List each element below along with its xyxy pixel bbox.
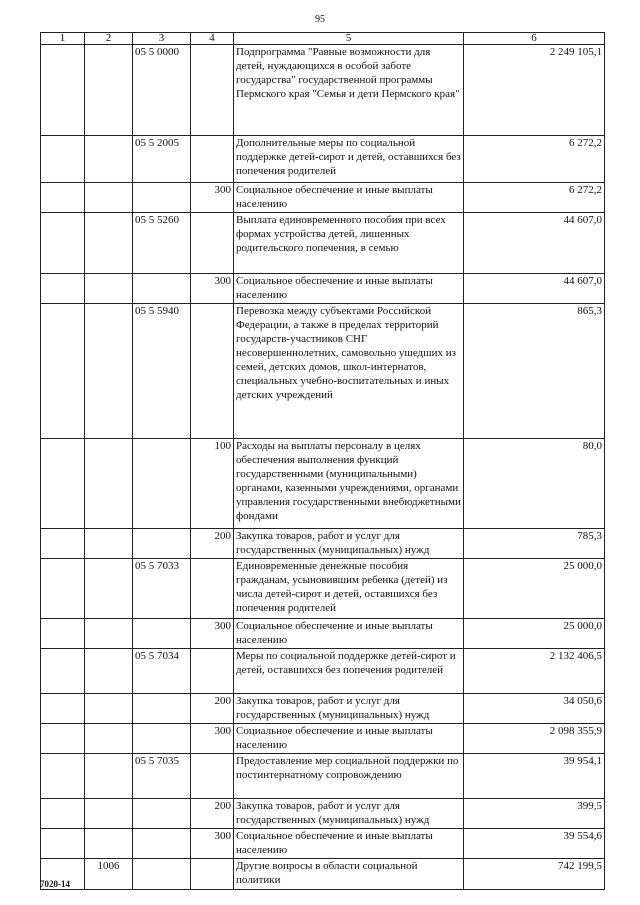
cell-expense-type bbox=[191, 213, 234, 274]
cell-expense-type bbox=[191, 649, 234, 694]
cell-description: Социальное обеспечение и иные выплаты населению bbox=[234, 183, 464, 213]
cell-description: Единовременные денежные пособия гражданам, усыновившим ребенка (детей) из числа детей-сирот и детей, оставшихся без попечения родителей bbox=[234, 559, 464, 619]
cell-amount: 865,3 bbox=[464, 304, 605, 439]
cell-section bbox=[41, 183, 85, 213]
cell-target-article: 05 5 5940 bbox=[133, 304, 191, 439]
cell-amount: 80,0 bbox=[464, 439, 605, 529]
cell-target-article bbox=[133, 829, 191, 859]
cell-description: Предоставление мер социальной поддержки по постинтернатному сопровождению bbox=[234, 754, 464, 799]
cell-description: Выплата единовременного пособия при всех формах устройства детей, лишенных родительского попечения, в семью bbox=[234, 213, 464, 274]
cell-expense-type: 300 bbox=[191, 183, 234, 213]
cell-target-article bbox=[133, 529, 191, 559]
cell-target-article: 05 5 0000 bbox=[133, 45, 191, 136]
table-row bbox=[41, 829, 605, 859]
cell-subsection bbox=[85, 559, 133, 619]
cell-amount: 25 000,0 bbox=[464, 619, 605, 649]
cell-amount: 44 607,0 bbox=[464, 213, 605, 274]
cell-section bbox=[41, 559, 85, 619]
cell-expense-type: 300 bbox=[191, 619, 234, 649]
cell-amount: 25 000,0 bbox=[464, 559, 605, 619]
cell-expense-type bbox=[191, 859, 234, 890]
cell-section bbox=[41, 529, 85, 559]
cell-target-article bbox=[133, 859, 191, 890]
cell-expense-type: 300 bbox=[191, 274, 234, 304]
cell-expense-type: 200 bbox=[191, 799, 234, 829]
table-row bbox=[41, 859, 605, 890]
table-row bbox=[41, 619, 605, 649]
table-row bbox=[41, 694, 605, 724]
cell-target-article: 05 5 7035 bbox=[133, 754, 191, 799]
footer-document-code: 7020-14 bbox=[40, 879, 70, 889]
cell-amount: 39 954,1 bbox=[464, 754, 605, 799]
cell-description: Закупка товаров, работ и услуг для государственных (муниципальных) нужд bbox=[234, 799, 464, 829]
header-col-2: 2 bbox=[85, 33, 133, 45]
cell-expense-type: 100 bbox=[191, 439, 234, 529]
cell-subsection bbox=[85, 136, 133, 183]
cell-amount: 399,5 bbox=[464, 799, 605, 829]
table-row bbox=[41, 304, 605, 439]
cell-expense-type bbox=[191, 304, 234, 439]
table-row bbox=[41, 213, 605, 274]
cell-subsection bbox=[85, 799, 133, 829]
cell-target-article: 05 5 2005 bbox=[133, 136, 191, 183]
table-row bbox=[41, 559, 605, 619]
cell-target-article bbox=[133, 439, 191, 529]
cell-description: Расходы на выплаты персоналу в целях обеспечения выполнения функций государственными (муниципальными) органами, казенными учреждениями, органами управления государственными внебюджетными фондами bbox=[234, 439, 464, 529]
cell-subsection bbox=[85, 724, 133, 754]
cell-description: Другие вопросы в области социальной политики bbox=[234, 859, 464, 890]
cell-target-article: 05 5 5260 bbox=[133, 213, 191, 274]
cell-subsection bbox=[85, 213, 133, 274]
table-row bbox=[41, 45, 605, 136]
cell-subsection bbox=[85, 649, 133, 694]
table-row bbox=[41, 439, 605, 529]
cell-description: Дополнительные меры по социальной поддержке детей-сирот и детей, оставшихся без попечения родителей bbox=[234, 136, 464, 183]
cell-section bbox=[41, 724, 85, 754]
cell-subsection bbox=[85, 619, 133, 649]
cell-description: Закупка товаров, работ и услуг для государственных (муниципальных) нужд bbox=[234, 529, 464, 559]
cell-expense-type: 300 bbox=[191, 724, 234, 754]
cell-amount: 39 554,6 bbox=[464, 829, 605, 859]
cell-target-article: 05 5 7034 bbox=[133, 649, 191, 694]
cell-amount: 34 050,6 bbox=[464, 694, 605, 724]
header-col-3: 3 bbox=[133, 33, 191, 45]
header-col-4: 4 bbox=[191, 33, 234, 45]
cell-section bbox=[41, 274, 85, 304]
table-row bbox=[41, 183, 605, 213]
cell-target-article bbox=[133, 724, 191, 754]
cell-expense-type: 200 bbox=[191, 694, 234, 724]
cell-section bbox=[41, 136, 85, 183]
cell-target-article bbox=[133, 274, 191, 304]
table-row bbox=[41, 136, 605, 183]
cell-amount: 742 199,5 bbox=[464, 859, 605, 890]
cell-section bbox=[41, 619, 85, 649]
cell-amount: 6 272,2 bbox=[464, 183, 605, 213]
cell-section bbox=[41, 649, 85, 694]
table-row bbox=[41, 649, 605, 694]
cell-subsection: 1006 bbox=[85, 859, 133, 890]
page-number: 95 bbox=[315, 14, 325, 25]
cell-section bbox=[41, 304, 85, 439]
cell-description: Подпрограмма "Равные возможности для детей, нуждающихся в особой заботе государства" государственной программы Пермского края "Семья и дети Пермского края" bbox=[234, 45, 464, 136]
table-row bbox=[41, 754, 605, 799]
cell-section bbox=[41, 213, 85, 274]
cell-amount: 785,3 bbox=[464, 529, 605, 559]
cell-expense-type bbox=[191, 559, 234, 619]
cell-amount: 2 249 105,1 bbox=[464, 45, 605, 136]
cell-description: Социальное обеспечение и иные выплаты населению bbox=[234, 274, 464, 304]
cell-description: Социальное обеспечение и иные выплаты населению bbox=[234, 619, 464, 649]
header-col-1: 1 bbox=[41, 33, 85, 45]
cell-description: Перевозка между субъектами Российской Федерации, а также в пределах территорий государств-участников СНГ несовершеннолетних, самовольно ушедших из семей, детских домов, школ-интернатов, специальных учебно-воспитательных и иных детских учреждений bbox=[234, 304, 464, 439]
cell-section bbox=[41, 754, 85, 799]
header-col-5: 5 bbox=[234, 33, 464, 45]
cell-subsection bbox=[85, 529, 133, 559]
cell-amount: 2 132 406,5 bbox=[464, 649, 605, 694]
cell-section bbox=[41, 45, 85, 136]
table-row bbox=[41, 724, 605, 754]
cell-subsection bbox=[85, 439, 133, 529]
cell-subsection bbox=[85, 829, 133, 859]
cell-description: Меры по социальной поддержке детей-сирот и детей, оставшихся без попечения родителей bbox=[234, 649, 464, 694]
cell-amount: 44 607,0 bbox=[464, 274, 605, 304]
cell-subsection bbox=[85, 183, 133, 213]
cell-subsection bbox=[85, 274, 133, 304]
cell-subsection bbox=[85, 694, 133, 724]
cell-target-article bbox=[133, 619, 191, 649]
cell-subsection bbox=[85, 304, 133, 439]
cell-subsection bbox=[85, 45, 133, 136]
cell-target-article bbox=[133, 799, 191, 829]
cell-target-article: 05 5 7033 bbox=[133, 559, 191, 619]
cell-expense-type: 300 bbox=[191, 829, 234, 859]
cell-expense-type bbox=[191, 754, 234, 799]
cell-description: Социальное обеспечение и иные выплаты населению bbox=[234, 724, 464, 754]
cell-expense-type bbox=[191, 136, 234, 183]
budget-table bbox=[40, 32, 605, 890]
cell-section bbox=[41, 439, 85, 529]
table-row bbox=[41, 799, 605, 829]
cell-description: Закупка товаров, работ и услуг для государственных (муниципальных) нужд bbox=[234, 694, 464, 724]
cell-subsection bbox=[85, 754, 133, 799]
cell-amount: 6 272,2 bbox=[464, 136, 605, 183]
cell-target-article bbox=[133, 694, 191, 724]
table-row bbox=[41, 529, 605, 559]
cell-description: Социальное обеспечение и иные выплаты населению bbox=[234, 829, 464, 859]
cell-target-article bbox=[133, 183, 191, 213]
cell-expense-type bbox=[191, 45, 234, 136]
cell-section bbox=[41, 799, 85, 829]
cell-section bbox=[41, 829, 85, 859]
cell-expense-type: 200 bbox=[191, 529, 234, 559]
table-header-row bbox=[41, 33, 605, 45]
table-row bbox=[41, 274, 605, 304]
header-col-6: 6 bbox=[464, 33, 605, 45]
cell-section bbox=[41, 694, 85, 724]
cell-amount: 2 098 355,9 bbox=[464, 724, 605, 754]
